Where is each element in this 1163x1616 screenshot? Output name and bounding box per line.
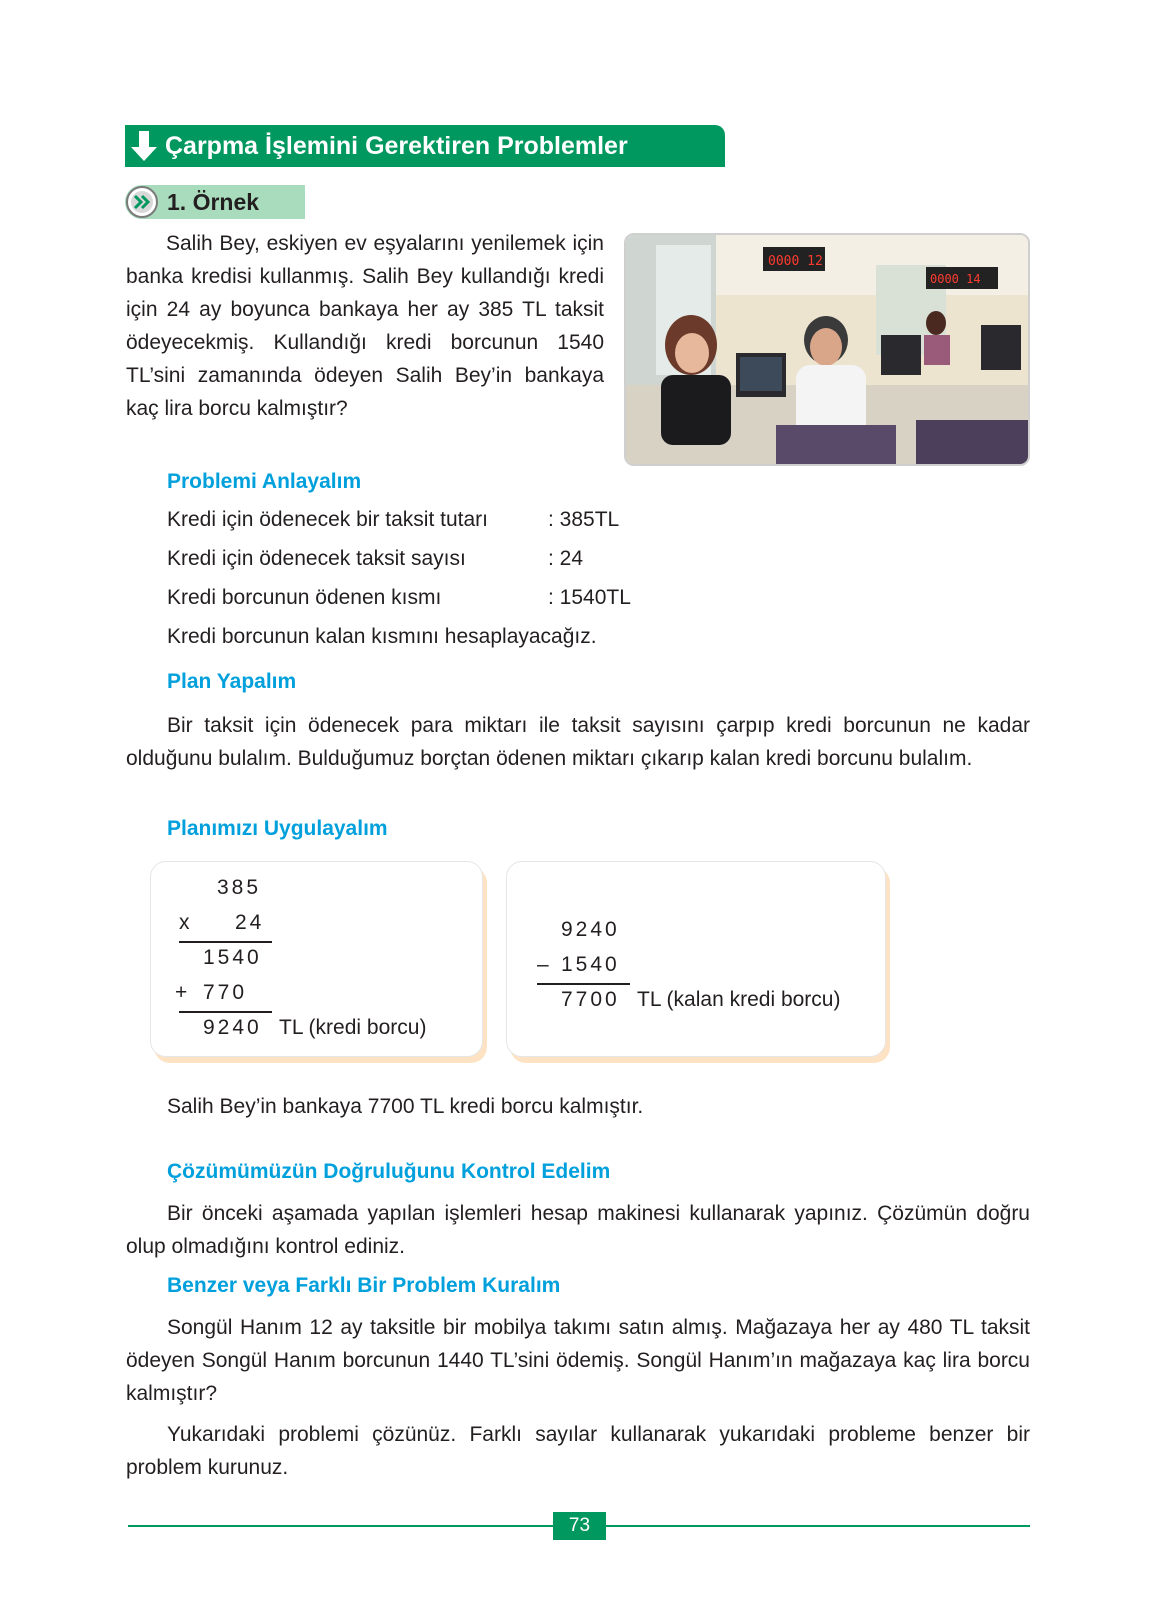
- sum-rule: [179, 1011, 272, 1013]
- counter-right: 0000 14: [930, 272, 981, 286]
- subtraction-rule: [537, 983, 630, 985]
- plus-operator: +: [175, 981, 191, 1004]
- section-header: [125, 125, 725, 167]
- example-tag: [125, 185, 305, 219]
- footer-rule-left: [128, 1525, 553, 1527]
- check-heading: Çözümümüzün Doğruluğunu Kontrol Edelim: [167, 1160, 611, 1183]
- subtraction-box: [506, 861, 886, 1057]
- multiplication-box: [150, 861, 483, 1057]
- understand-row-value: : 385TL: [548, 508, 620, 531]
- check-text: Bir önceki aşamada yapılan işlemleri hesap makinesi kullanarak yapınız. Çözümün doğru olup olmadığını kontrol ediniz.: [126, 1202, 1030, 1258]
- intro-paragraph: Salih Bey, eskiyen ev eşyalarını yenilemek için banka kredisi kullanmış. Salih Bey kullandığı kredi için 24 ay boyunca bankaya her ay 385 TL taksit ödeyecekmiş. Kullandığı kredi borcunun 1540 TL’sini zamanında ödeyen Salih Bey’in bankaya kaç lira borcu kalmıştır?: [126, 232, 604, 420]
- apply-conclusion: Salih Bey’in bankaya 7700 TL kredi borcu kalmıştır.: [167, 1095, 644, 1118]
- bank-scene-illustration: [626, 235, 1028, 464]
- multiplication-result: 9240: [203, 1016, 262, 1039]
- down-arrow-icon: [129, 129, 159, 163]
- plan-text: Bir taksit için ödenecek para miktarı ile taksit sayısını çarpıp kredi borcunun ne kadar olduğunu bulalım. Bulduğumuz borçtan ödenen miktarı çıkarıp kalan kredi borcunu bulalım.: [126, 714, 1030, 770]
- understand-heading: Problemi Anlayalım: [167, 470, 362, 493]
- partial-product-1: 1540: [203, 946, 262, 969]
- minus-operator: –: [537, 953, 552, 976]
- apply-heading: Planımızı Uygulayalım: [167, 817, 388, 840]
- page-number: 73: [553, 1512, 606, 1540]
- understand-row-label: Kredi borcunun ödenen kısmı: [167, 586, 442, 609]
- understand-row-value: : 1540TL: [548, 586, 631, 609]
- subtrahend: 1540: [561, 953, 620, 976]
- subtraction-result-note: TL (kalan kredi borcu): [637, 988, 841, 1011]
- similar-heading: Benzer veya Farklı Bir Problem Kuralım: [167, 1274, 561, 1297]
- understand-goal: Kredi borcunun kalan kısmını hesaplayacağız.: [167, 625, 597, 648]
- section-title: Çarpma İşlemini Gerektiren Problemler: [165, 131, 628, 160]
- subtraction-result: 7700: [561, 988, 620, 1011]
- bank-photo: [624, 233, 1030, 466]
- counter-left: 0000 12: [768, 254, 823, 269]
- multiplication-result-note: TL (kredi borcu): [279, 1016, 427, 1039]
- multiplication-rule: [179, 941, 272, 943]
- similar-text-1: Songül Hanım 12 ay taksitle bir mobilya takımı satın almış. Mağazaya her ay 480 TL taksit ödeyen Songül Hanım borcunun 1440 TL’sini ödemiş. Songül Hanım’ın mağazaya kaç lira borcu kalmıştır?: [126, 1316, 1030, 1405]
- understand-row-value: : 24: [548, 547, 584, 570]
- minuend: 9240: [561, 918, 620, 941]
- similar-text-2: Yukarıdaki problemi çözünüz. Farklı sayılar kullanarak yukarıdaki probleme benzer bir problem kurunuz.: [126, 1423, 1030, 1479]
- multiply-operator: x: [179, 911, 193, 934]
- example-label: 1. Örnek: [167, 188, 260, 215]
- partial-product-2: 770: [203, 981, 248, 1004]
- footer-rule-right: [606, 1525, 1030, 1527]
- multiplicand: 385: [217, 876, 262, 899]
- plan-heading: Plan Yapalım: [167, 670, 297, 693]
- double-chevron-icon: [125, 185, 159, 219]
- understand-row-label: Kredi için ödenecek taksit sayısı: [167, 547, 466, 570]
- understand-row-label: Kredi için ödenecek bir taksit tutarı: [167, 508, 488, 531]
- multiplier: 24: [235, 911, 265, 934]
